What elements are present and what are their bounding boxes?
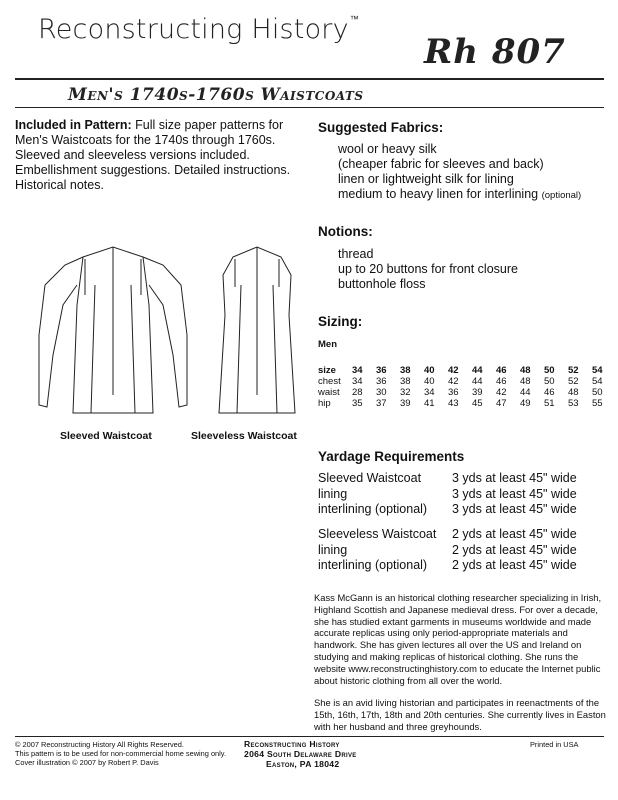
sizing-group: Men: [318, 339, 337, 350]
table-cell: 44: [520, 387, 531, 398]
footer-address: [244, 740, 357, 769]
table-row: [318, 365, 616, 376]
notions-list: [338, 247, 518, 292]
footer-line: Easton, PA 18042: [266, 758, 340, 769]
table-cell: 34: [424, 387, 435, 398]
included-line: Sleeved and sleeveless versions included.: [15, 148, 250, 162]
table-cell: 44: [472, 376, 483, 387]
table-cell: 35: [352, 398, 363, 409]
footer-divider: [15, 736, 604, 737]
sleeved-caption: Sleeved Waistcoat: [60, 430, 152, 442]
included-line: Men's Waistcoats for the 1740s through 1760s.: [15, 133, 276, 147]
table-cell: 40: [424, 365, 435, 376]
table-cell: 32: [400, 387, 411, 398]
footer-line: This pattern is to be used for non-commercial home sewing only.: [15, 749, 227, 758]
bio-paragraph: Kass McGann is an historical clothing researcher specializing in Irish, Highland Scottish and Japanese medieval dress. For over a decade, she has studied extant garments in museums worldwide and made accurate replicas using only period-appropriate materials and handwork. She has given lectures all over the US and Ireland on studying and making replicas of historical clothing. She runs the website www.reconstructinghistory.com to educate the Internet public about historic clothing from all over the world.: [314, 592, 602, 686]
table-cell: 39: [472, 387, 483, 398]
table-row: [318, 376, 616, 387]
yardage-amount: 3 yds at least 45" wide: [452, 486, 577, 501]
table-cell: 53: [568, 398, 579, 409]
logo-text: Reconstructing History: [38, 14, 349, 45]
waistcoat-illustrations: [25, 245, 315, 425]
table-cell: 37: [376, 398, 387, 409]
table-cell: 43: [448, 398, 459, 409]
fabrics-heading: Suggested Fabrics:: [318, 120, 444, 135]
table-cell: 48: [520, 365, 531, 376]
yardage-item: lining: [318, 486, 348, 501]
table-cell: 30: [376, 387, 387, 398]
table-cell: 50: [544, 376, 555, 387]
notion-item: buttonhole floss: [338, 277, 426, 291]
table-cell: hip: [318, 398, 331, 409]
table-cell: 55: [592, 398, 603, 409]
table-cell: 36: [376, 376, 387, 387]
table-cell: 50: [544, 365, 555, 376]
yardage-row: [318, 558, 577, 574]
footer-line: Cover illustration © 2007 by Robert P. Davis: [15, 758, 159, 767]
table-cell: 39: [400, 398, 411, 409]
table-cell: 54: [592, 376, 603, 387]
table-row: [318, 387, 616, 398]
yardage-item: Sleeveless Waistcoat: [318, 527, 437, 541]
table-cell: 47: [496, 398, 507, 409]
table-cell: 38: [400, 365, 411, 376]
logo-trademark: ™: [349, 15, 359, 25]
table-cell: 48: [568, 387, 579, 398]
fabric-item: linen or lightweight silk for lining: [338, 172, 514, 186]
fabric-item: medium to heavy linen for interlining: [338, 187, 539, 201]
yardage-row: [318, 502, 577, 518]
table-cell: 46: [496, 376, 507, 387]
notion-item: up to 20 buttons for front closure: [338, 262, 518, 276]
yardage-row: [318, 471, 577, 487]
yardage-item: interlining (optional): [318, 558, 428, 572]
table-cell: 42: [448, 376, 459, 387]
table-cell: waist: [318, 387, 340, 398]
yardage-item: interlining (optional): [318, 502, 428, 516]
table-cell: 49: [520, 398, 531, 409]
included-line: Historical notes.: [15, 178, 104, 192]
footer-printed: Printed in USA: [530, 740, 579, 749]
fabrics-list: [338, 142, 581, 203]
included-label: Included in Pattern:: [15, 118, 132, 132]
table-cell: 36: [376, 365, 387, 376]
table-cell: 41: [424, 398, 435, 409]
included-section: [15, 118, 305, 193]
table-cell: 34: [352, 376, 363, 387]
table-cell: 40: [424, 376, 435, 387]
author-bio: [314, 592, 606, 744]
sizing-heading: Sizing:: [318, 314, 363, 329]
pattern-code: Rh 807: [424, 32, 566, 72]
table-cell: 38: [400, 376, 411, 387]
yardage-group-sleeveless: [318, 527, 577, 574]
sleeveless-waistcoat-drawing: [219, 247, 295, 413]
table-cell: 28: [352, 387, 363, 398]
table-cell: 50: [592, 387, 603, 398]
sizing-table: [318, 365, 616, 409]
table-cell: 48: [520, 376, 531, 387]
pattern-title: Men's 1740s-1760s Waistcoats: [68, 85, 364, 105]
fabric-item: (cheaper fabric for sleeves and back): [338, 157, 544, 171]
table-cell: 45: [472, 398, 483, 409]
yardage-amount: 2 yds at least 45" wide: [452, 527, 577, 541]
notions-heading: Notions:: [318, 224, 373, 239]
footer-line: © 2007 Reconstructing History All Rights Reserved.: [15, 740, 184, 749]
notion-item: thread: [338, 247, 374, 261]
yardage-amount: 3 yds at least 45" wide: [452, 502, 577, 516]
optional-note: (optional): [541, 190, 582, 201]
table-cell: 51: [544, 398, 555, 409]
table-row: [318, 398, 616, 409]
yardage-row: [318, 487, 577, 503]
table-cell: 44: [472, 365, 483, 376]
yardage-amount: 2 yds at least 45" wide: [452, 558, 577, 572]
included-line: Full size paper patterns for: [131, 118, 284, 132]
table-cell: 36: [448, 387, 459, 398]
yardage-amount: 3 yds at least 45" wide: [452, 471, 577, 485]
brand-logo: [38, 14, 359, 45]
table-cell: 42: [496, 387, 507, 398]
table-cell: size: [318, 365, 336, 376]
footer-line: 2064 South Delaware Drive: [244, 748, 357, 759]
bio-paragraph: She is an avid living historian and participates in reenactments of the 15th, 16th, 17th, 18th and 20th centuries. She currently lives in Easton with her husband and three greyhounds.: [314, 697, 606, 732]
footer-line: Reconstructing History: [244, 739, 340, 749]
table-cell: 52: [568, 365, 579, 376]
table-cell: chest: [318, 376, 341, 387]
yardage-row: [318, 543, 577, 559]
table-cell: 52: [568, 376, 579, 387]
table-cell: 34: [352, 365, 363, 376]
yardage-heading: Yardage Requirements: [318, 449, 465, 464]
sleeveless-caption: Sleeveless Waistcoat: [191, 430, 297, 442]
yardage-amount: 2 yds at least 45" wide: [452, 542, 577, 557]
sleeved-waistcoat-drawing: [39, 247, 187, 413]
yardage-group-sleeved: [318, 471, 577, 518]
footer-copyright: [15, 740, 226, 767]
included-line: Embellishment suggestions. Detailed instructions.: [15, 163, 291, 177]
table-cell: 54: [592, 365, 603, 376]
yardage-row: [318, 527, 577, 543]
yardage-item: Sleeved Waistcoat: [318, 471, 422, 485]
table-cell: 42: [448, 365, 459, 376]
table-cell: 46: [544, 387, 555, 398]
table-cell: 46: [496, 365, 507, 376]
title-divider: [15, 107, 604, 108]
fabric-item: wool or heavy silk: [338, 142, 437, 156]
yardage-item: lining: [318, 542, 348, 557]
header-divider: [15, 78, 604, 80]
